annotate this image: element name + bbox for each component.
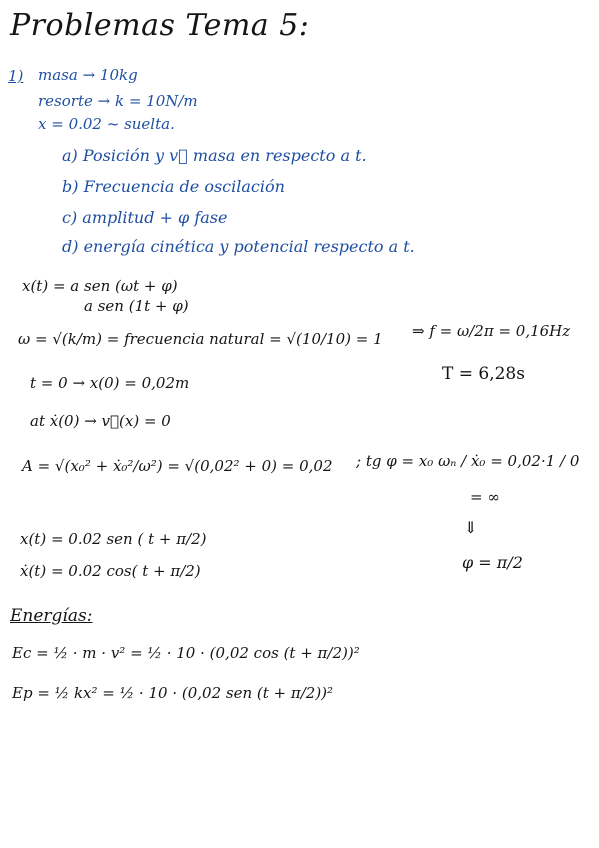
page-title: Problemas Tema 5:: [10, 8, 310, 43]
given-spring: resorte → k = 10N/m: [38, 92, 198, 110]
problem-number: 1): [8, 67, 24, 85]
question-d: d) energía cinética y potencial respecto a t.: [62, 237, 415, 256]
equation-period: T = 6,28s: [442, 364, 525, 384]
equation-infinity: = ∞: [470, 488, 500, 506]
energies-heading: Energías:: [10, 606, 93, 626]
equation-initial-position: t = 0 → x(0) = 0,02m: [30, 374, 190, 392]
equation-potential-energy: Ep = ½ kx² = ½ · 10 · (0,02 sen (t + π/2))²: [12, 684, 334, 702]
equation-frequency: ⇒ f = ω/2π = 0,16Hz: [412, 322, 571, 340]
question-c: c) amplitud + φ fase: [62, 208, 228, 227]
down-arrow-icon: ⇓: [464, 518, 478, 537]
given-initial-position: x = 0.02 ~ suelta.: [38, 115, 175, 133]
equation-phase-tangent: ; tg φ = x₀ ωₙ / ẋ₀ = 0,02·1 / 0: [356, 452, 580, 470]
equation-position-general: x(t) = a sen (ωt + φ): [22, 277, 178, 295]
question-a: a) Posición y v⃗ masa en respecto a t.: [62, 146, 367, 165]
equation-initial-velocity: at ẋ(0) → v⃗(x) = 0: [30, 412, 171, 430]
question-b: b) Frecuencia de oscilación: [62, 177, 285, 196]
equation-velocity-final: ẋ(t) = 0.02 cos( t + π/2): [20, 562, 201, 580]
equation-position-final: x(t) = 0.02 sen ( t + π/2): [20, 530, 207, 548]
given-mass: masa → 10kg: [38, 66, 138, 84]
equation-natural-frequency: ω = √(k/m) = frecuencia natural = √(10/10) = 1: [18, 330, 383, 348]
equation-phase: φ = π/2: [462, 553, 523, 572]
equation-amplitude: A = √(x₀² + ẋ₀²/ω²) = √(0,02² + 0) = 0,02: [22, 457, 333, 475]
equation-kinetic-energy: Ec = ½ · m · v² = ½ · 10 · (0,02 cos (t + π/2))²: [12, 644, 360, 662]
equation-position-substituted: a sen (1t + φ): [84, 297, 189, 315]
